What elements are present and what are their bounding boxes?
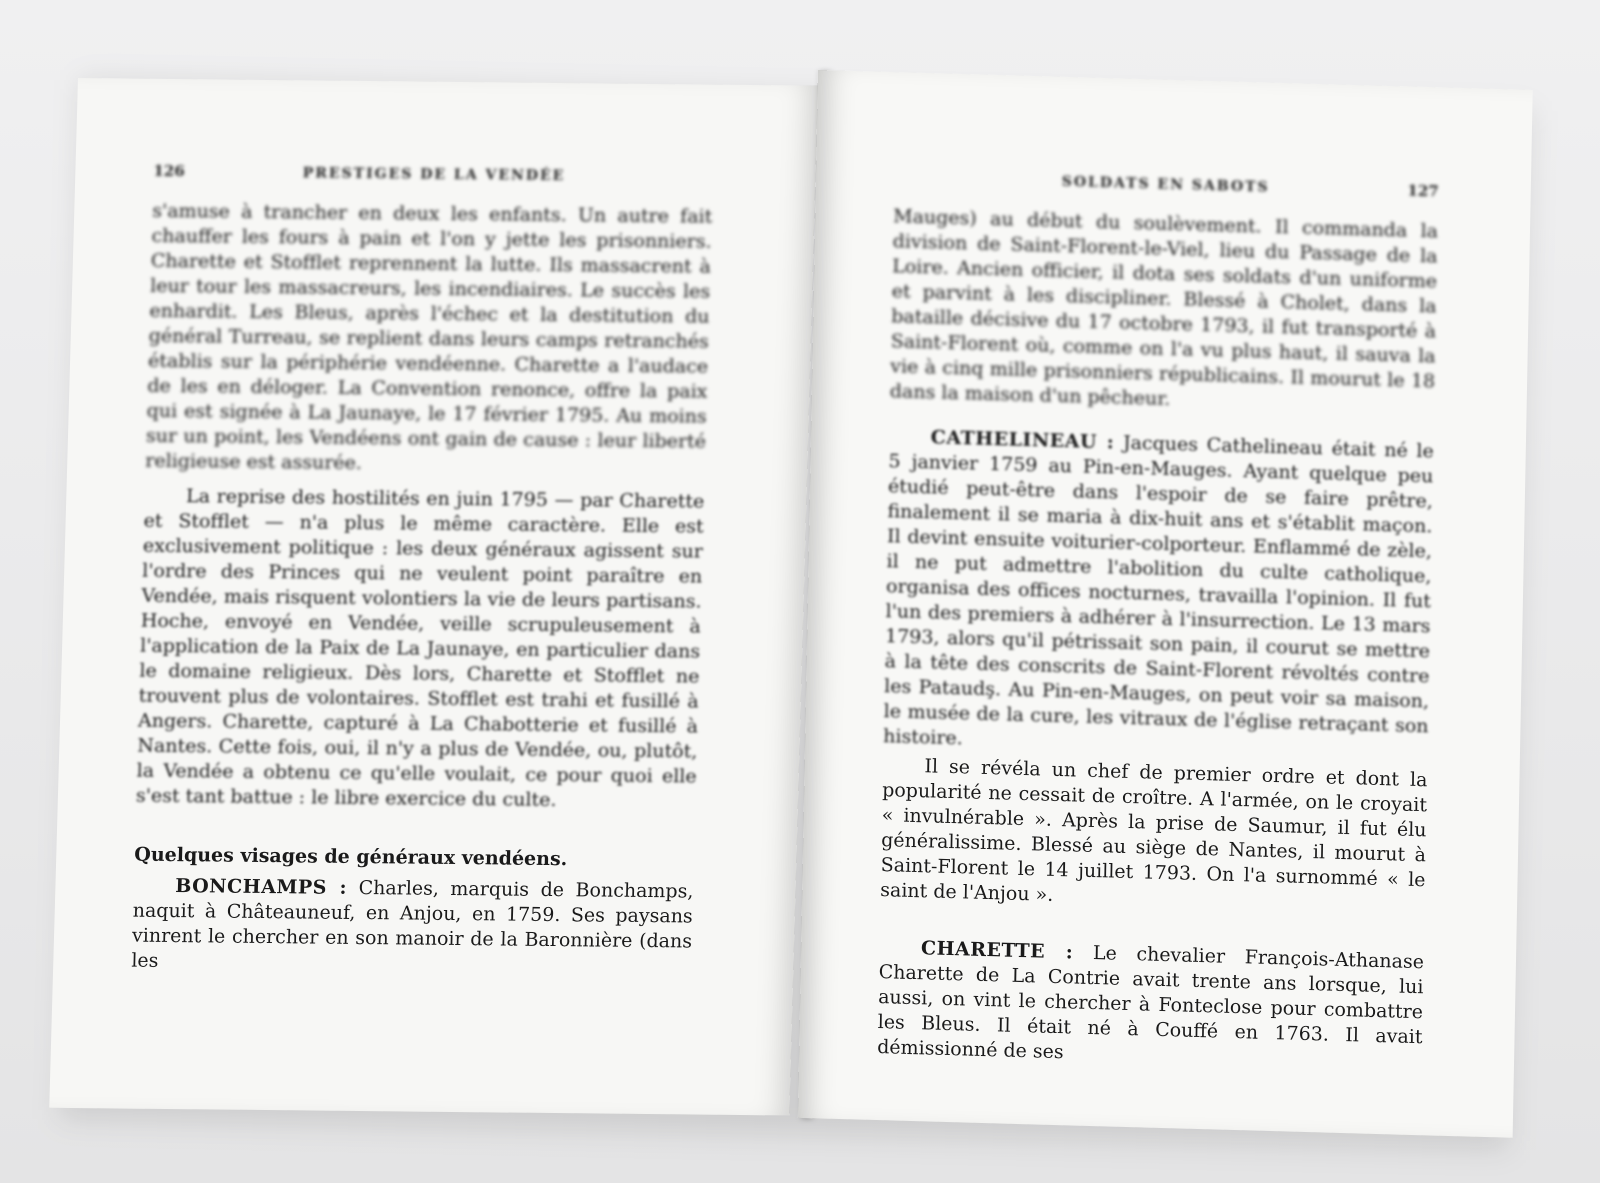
bonchamps-name: BONCHAMPS : — [174, 875, 348, 899]
right-page-number: 127 — [1407, 181, 1439, 201]
charette-entry — [877, 935, 1424, 1075]
right-paragraph-1: Mauges) au début du soulèvement. Il commanda la division de Saint-Florent-le-Viel, lieu du Passage de la Loire. Ancien officier, il dota ses soldats d'un uniforme et parvint à les discipliner. Blessé à Cholet, dans la bataille décisive du 17 octobre 1793, il fut transporté à Saint-Florent où, comme on l'a vu plus haut, il sauva la vie à cinq mille prisonniers républicains. Il mourut le 18 dans la maison d'un pêcheur. — [889, 205, 1439, 410]
cathelineau-entry — [883, 424, 1434, 764]
charette-name: CHARETTE : — [920, 937, 1074, 964]
left-paragraph-1: s'amuse à trancher en deux les enfants. Un autre fait chauffer les fours à pain et l'on y jette les prisonniers. Charette et Stofflet reprennent la lutte. Ils massacrent à leur tour les massacreurs, les incendiaires. Le succès les enhardit. Les Bleus, après l'échec et la destitution du général Turreau, se replient dans leurs camps retranchés établis sur la périphérie vendéenne. Charette a l'audace de les en déloger. La Convention renonce, offre la paix qui est signée à La Jaunaye, le 17 février 1795. Au moins sur un point, les Vendéens ont gain de cause : leur liberté religieuse est assurée. — [145, 199, 713, 474]
cathelineau-text: Jacques Cathelineau était né le 5 janvier 1759 au Pin-en-Mauges. Ayant quelque peu étudié peut-être dans l'espoir de se faire prêtre, finalement il se maria à dix-huit ans et s'établit maçon. Il devint ensuite voiturier-colporteur. Enflammé de zèle, il ne put admettre l'abolition du culte catholique, organisa des offices nocturnes, travailla l'opinion. Il fut l'un des premiers à adhérer à l'insurrection. Le 13 mars 1793, alors qu'il pétrissait son pain, il courut se mettre à la tête des conscrits de Saint-Florent révoltés contre les Pataudş. Au Pin-en-Mauges, on peut voir sa maison, le musée de la cure, les vitraux de l'église retraçant son histoire. — [883, 431, 1434, 750]
right-page — [798, 70, 1533, 1138]
left-running-title: PRESTIGES DE LA VENDÉE — [302, 165, 566, 185]
bonchamps-text: Charles, marquis de Bonchamps, naquit à Châteauneuf, en Anjou, en 1759. Ses paysans vinrent le chercher en son manoir de la Baronnière (dans les — [131, 876, 694, 972]
cathelineau-paragraph-2: Il se révéla un chef de premier ordre et dont la popularité ne cessait de croître. A l'armée, on le croyait « invulnérable ». Après la prise de Saumur, il fut élu généralissime. Blessé au siège de Nantes, il mourut à Saint-Florent le 14 juillet 1793. On l'a surnommé « le saint de l'Anjou ». — [880, 755, 1428, 906]
right-running-head — [894, 164, 1439, 205]
left-page-content — [131, 159, 714, 980]
right-page-content — [877, 164, 1439, 1075]
running-head-spacer — [894, 181, 924, 182]
cathelineau-name: CATHELINEAU : — [930, 426, 1115, 454]
left-page-number: 126 — [153, 161, 185, 181]
charette-text: Le chevalier François-Athanase Charette de La Contrie avait trente ans lorsque, lui aussi, on vint le chercher à Fonteclose pour combattre les Bleus. Il était né à Couffé en 1763. Il avait démissionné de ses — [877, 942, 1425, 1064]
left-running-head — [153, 159, 714, 191]
left-page — [49, 78, 818, 1116]
left-paragraph-2: La reprise des hostilités en juin 1795 — par Charette et Stofflet — n'a plus le même caractère. Elle est exclusivement politique : les deux généraux agissent sur l'ordre des Princes qui ne veulent point paraître en Vendée, mais risquent volontiers la vie de leurs partisans. Hoche, envoyé en Vendée, veille scrupuleusement à l'application de la Paix de La Jaunaye, en particulier dans le domaine religieux. Dès lors, Charette et Stofflet ne trouvent plus de volontaires. Stofflet est trahi et fusillé à Angers. Charette, capturé à La Chabotterie et fusillé à Nantes. Cette fois, oui, il n'y a plus de Vendée, ou, plutôt, la Vendée a obtenu ce qu'elle voulait, ce pour quoi elle s'est tant battue : le libre exercice du culte. — [135, 485, 705, 812]
right-running-title: SOLDATS EN SABOTS — [1061, 173, 1270, 196]
section-heading: Quelques visages de généraux vendéens. — [134, 843, 568, 871]
bonchamps-entry — [131, 874, 694, 980]
